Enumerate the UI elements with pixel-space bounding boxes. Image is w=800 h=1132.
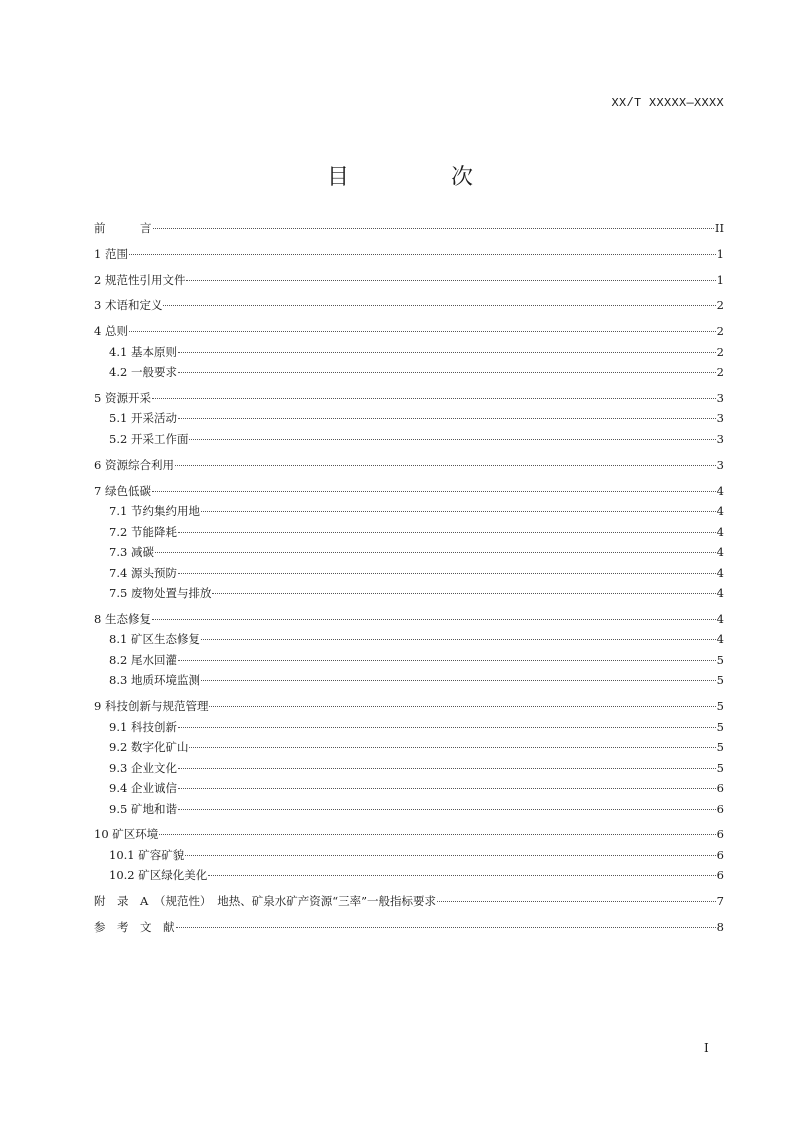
toc-dot-leader: [201, 511, 716, 512]
toc-entry-label: 4.2 一般要求: [109, 365, 177, 380]
toc-entry-page: 6: [716, 781, 724, 796]
toc-entry-label: 2 规范性引用文件: [94, 272, 186, 287]
toc-entry[interactable]: [94, 321, 724, 342]
toc-entry-label: 8.1 矿区生态修复: [109, 632, 200, 647]
toc-entry[interactable]: [94, 917, 724, 938]
toc-entry-label: 9.1 科技创新: [109, 719, 177, 734]
toc-dot-leader: [208, 875, 715, 876]
toc-entry-page: 2: [716, 324, 724, 339]
toc-entry[interactable]: [94, 865, 724, 886]
toc-entry-label: 9.3 企业文化: [109, 760, 177, 775]
toc-dot-leader: [178, 418, 716, 419]
toc-entry[interactable]: [94, 650, 724, 671]
toc-entry[interactable]: [94, 891, 724, 912]
toc-dot-leader: [178, 532, 716, 533]
toc-entry-page: 2: [716, 298, 724, 313]
toc-entry-label: 9.2 数字化矿山: [109, 740, 189, 755]
toc-entry[interactable]: [94, 799, 724, 820]
toc-entry-page: 1: [716, 246, 724, 261]
toc-dot-leader: [185, 855, 715, 856]
toc-entry-label: 10.1 矿容矿貌: [109, 847, 185, 862]
toc-entry[interactable]: [94, 629, 724, 650]
toc-entry-label: 7.4 源头预防: [109, 565, 177, 580]
toc-entry[interactable]: [94, 481, 724, 502]
toc-entry[interactable]: [94, 824, 724, 845]
toc-entry-label: 7 绿色低碳: [94, 483, 151, 498]
toc-entry-page: 6: [716, 847, 724, 862]
toc-entry-page: 5: [716, 699, 724, 714]
toc-entry[interactable]: [94, 609, 724, 630]
toc-entry-page: 5: [716, 719, 724, 734]
toc-entry-page: 5: [716, 740, 724, 755]
toc-entry[interactable]: [94, 778, 724, 799]
toc-dot-leader: [155, 552, 716, 553]
toc-entry-page: 4: [716, 483, 724, 498]
toc-entry-label: 7.2 节能降耗: [109, 524, 177, 539]
toc-entry[interactable]: [94, 408, 724, 429]
toc-entry-page: 4: [716, 504, 724, 519]
toc-dot-leader: [152, 398, 716, 399]
toc-entry-page: 4: [716, 611, 724, 626]
toc-entry-page: 5: [716, 760, 724, 775]
toc-entry-label: 5.1 开采活动: [109, 411, 177, 426]
toc-entry[interactable]: [94, 455, 724, 476]
toc-entry-page: 3: [716, 411, 724, 426]
table-of-contents: [94, 218, 724, 938]
toc-entry-page: 5: [716, 673, 724, 688]
toc-entry-label: 8 生态修复: [94, 611, 151, 626]
toc-entry-label: 3 术语和定义: [94, 298, 163, 313]
toc-entry-page: 8: [716, 920, 724, 935]
toc-dot-leader: [163, 305, 715, 306]
toc-dot-leader: [178, 660, 716, 661]
toc-dot-leader: [178, 768, 716, 769]
toc-entry-page: 4: [716, 545, 724, 560]
toc-entry[interactable]: [94, 758, 724, 779]
toc-entry[interactable]: [94, 670, 724, 691]
toc-entry-label: 9.5 矿地和谐: [109, 801, 177, 816]
toc-dot-leader: [178, 352, 716, 353]
toc-dot-leader: [129, 254, 716, 255]
toc-entry-page: 2: [716, 365, 724, 380]
toc-entry-page: 4: [716, 586, 724, 601]
toc-entry-page: 2: [716, 344, 724, 359]
toc-entry[interactable]: [94, 388, 724, 409]
toc-dot-leader: [212, 593, 715, 594]
toc-dot-leader: [178, 809, 716, 810]
toc-dot-leader: [201, 639, 716, 640]
toc-entry[interactable]: [94, 429, 724, 450]
toc-dot-leader: [189, 439, 715, 440]
toc-entry-page: 7: [716, 894, 724, 909]
toc-dot-leader: [178, 372, 716, 373]
page-number: I: [704, 1041, 709, 1055]
toc-entry-label: 7.5 废物处置与排放: [109, 586, 212, 601]
toc-dot-leader: [437, 901, 716, 902]
toc-entry-page: 3: [716, 431, 724, 446]
toc-entry-label: 参 考 文 献: [94, 920, 175, 935]
toc-entry-label: 10 矿区环境: [94, 827, 159, 842]
toc-entry-page: 6: [716, 801, 724, 816]
toc-dot-leader: [129, 331, 716, 332]
toc-entry-label: 9 科技创新与规范管理: [94, 699, 209, 714]
toc-entry[interactable]: [94, 845, 724, 866]
toc-dot-leader: [186, 280, 715, 281]
toc-entry-label: 10.2 矿区绿化美化: [109, 868, 208, 883]
toc-entry-label: 附 录 A （规范性） 地热、矿泉水矿产资源“三率”一般指标要求: [94, 894, 437, 909]
toc-entry[interactable]: [94, 342, 724, 363]
toc-entry-page: 4: [716, 524, 724, 539]
toc-entry[interactable]: [94, 244, 724, 265]
toc-dot-leader: [178, 788, 716, 789]
toc-dot-leader: [201, 680, 716, 681]
toc-entry[interactable]: [94, 717, 724, 738]
toc-entry-label: 1 范围: [94, 246, 128, 261]
toc-entry-label: 7.3 减碳: [109, 545, 154, 560]
toc-entry-page: 4: [716, 632, 724, 647]
toc-entry[interactable]: [94, 362, 724, 383]
toc-entry[interactable]: [94, 696, 724, 717]
toc-entry-label: 前 言: [94, 221, 152, 235]
toc-dot-leader: [178, 727, 716, 728]
toc-entry-page: 3: [716, 457, 724, 472]
toc-entry-page: 6: [716, 868, 724, 883]
toc-entry-label: 7.1 节约集约用地: [109, 504, 200, 519]
toc-entry[interactable]: [94, 270, 724, 291]
toc-entry-page: 5: [716, 652, 724, 667]
toc-entry-page: 3: [716, 390, 724, 405]
toc-entry-page: 1: [716, 272, 724, 287]
toc-dot-leader: [176, 927, 716, 928]
toc-entry-label: 5.2 开采工作面: [109, 431, 189, 446]
toc-dot-leader: [175, 465, 716, 466]
toc-entry-label: 4.1 基本原则: [109, 344, 177, 359]
toc-dot-leader: [159, 834, 715, 835]
toc-entry[interactable]: [94, 522, 724, 543]
toc-entry[interactable]: [94, 563, 724, 584]
toc-entry-label: 9.4 企业诚信: [109, 781, 177, 796]
toc-dot-leader: [153, 228, 714, 229]
toc-dot-leader: [189, 747, 715, 748]
toc-entry-label: 8.2 尾水回灌: [109, 652, 177, 667]
page-title: 目 次: [326, 165, 513, 190]
toc-entry-label: 8.3 地质环境监测: [109, 673, 200, 688]
toc-entry[interactable]: [94, 218, 724, 239]
toc-entry-page: 6: [716, 827, 724, 842]
toc-dot-leader: [178, 573, 716, 574]
toc-entry[interactable]: [94, 501, 724, 522]
toc-dot-leader: [209, 706, 715, 707]
toc-entry-page: II: [714, 221, 724, 235]
toc-entry[interactable]: [94, 295, 724, 316]
toc-entry-page: 4: [716, 565, 724, 580]
toc-entry[interactable]: [94, 542, 724, 563]
toc-entry-label: 4 总则: [94, 324, 128, 339]
document-code: XX/T XXXXX—XXXX: [611, 96, 724, 110]
toc-entry[interactable]: [94, 583, 724, 604]
toc-entry[interactable]: [94, 737, 724, 758]
toc-entry-label: 6 资源综合利用: [94, 457, 174, 472]
toc-dot-leader: [152, 619, 716, 620]
toc-dot-leader: [152, 491, 716, 492]
toc-entry-label: 5 资源开采: [94, 390, 151, 405]
